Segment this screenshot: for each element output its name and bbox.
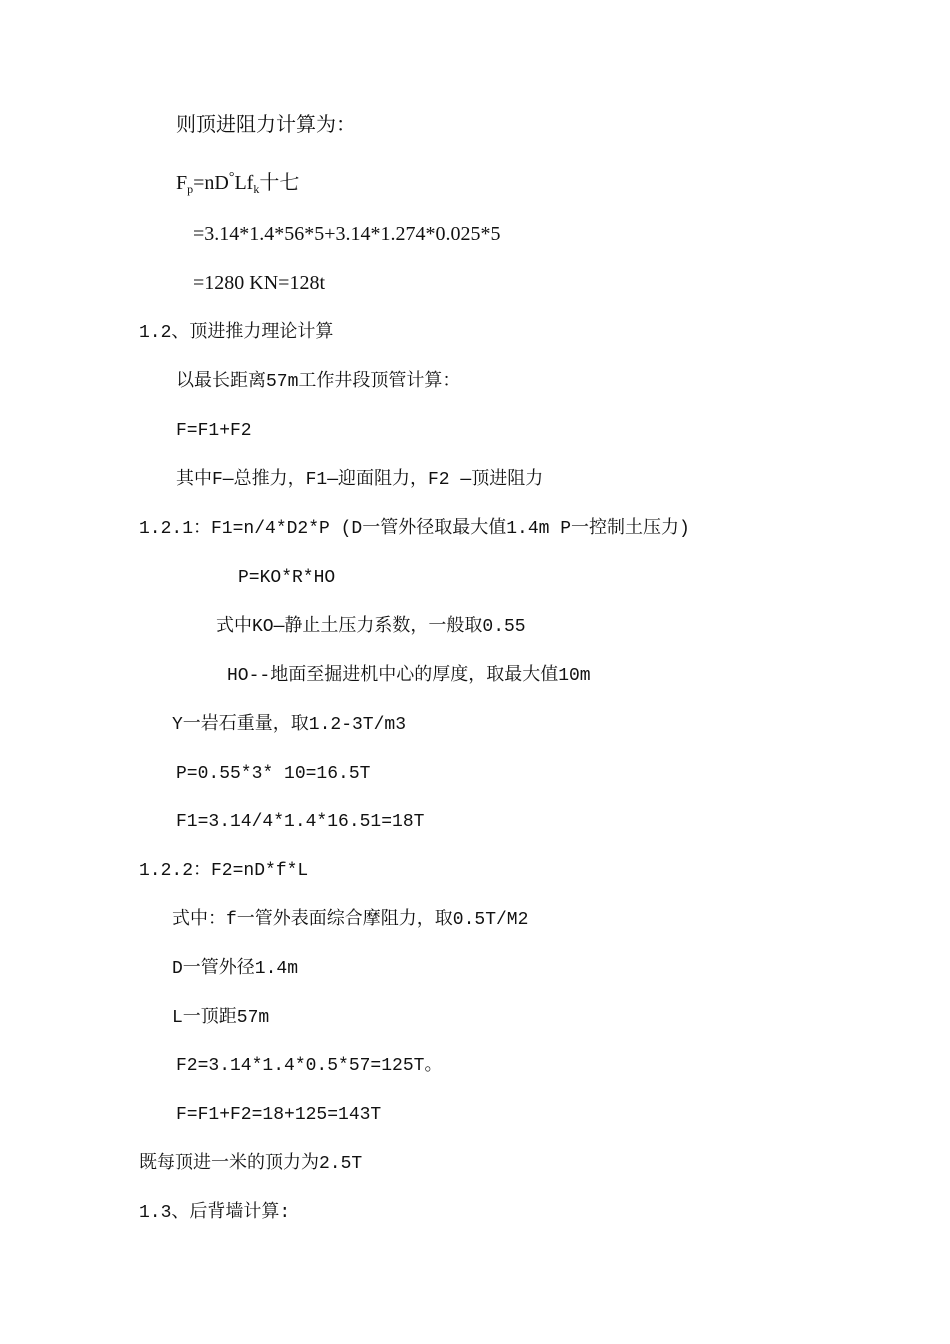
text-line: F=F1+F2=18+125=143T xyxy=(176,1105,382,1125)
text-line: 式中：f一管外表面综合摩阻力，取0.5T/M2 xyxy=(172,910,529,930)
intro-line: 则顶进阻力计算为： xyxy=(176,114,356,136)
section-1-3-heading: 1.3、后背墙计算: xyxy=(139,1203,291,1223)
text-line: HO--地面至掘进机中心的厚度，取最大值10m xyxy=(227,666,591,686)
text-line: P=KO*R*HO xyxy=(238,568,336,588)
formula-tail: 十七 xyxy=(259,172,300,194)
text-line: L一顶距57m xyxy=(172,1008,270,1028)
text-line: F1=3.14/4*1.4*16.51=18T xyxy=(176,812,425,832)
text-line: F=F1+F2 xyxy=(176,421,252,441)
formula-nd: =nD xyxy=(193,172,229,194)
text-line: Y一岩石重量，取1.2-3T/m3 xyxy=(172,715,407,735)
text-line: 以最长距离57m工作井段顶管计算： xyxy=(176,372,461,392)
section-1-2-heading: 1.2、顶进推力理论计算 xyxy=(139,323,334,343)
formula-k-subscript: k xyxy=(253,182,260,196)
text-line: 其中F—总推力，F1—迎面阻力，F2 —顶进阻力 xyxy=(176,470,544,490)
text-line: 式中KO—静止土压力系数，一般取0.55 xyxy=(216,617,526,637)
text-line: 既每顶进一米的顶力为2.5T xyxy=(139,1154,363,1174)
formula-circle: ° xyxy=(228,170,235,185)
calc-line-2: =1280 KN=128t xyxy=(193,272,326,294)
section-1-2-1-heading: 1.2.1：F1=n/4*D2*P (D一管外径取最大值1.4m P一控制土压力) xyxy=(139,519,690,539)
formula-f: F xyxy=(176,172,188,194)
calc-line-1: =3.14*1.4*56*5+3.14*1.274*0.025*5 xyxy=(193,223,501,245)
formula-p-subscript: p xyxy=(187,182,194,196)
text-line: D一管外径1.4m xyxy=(172,959,299,979)
section-1-2-2-heading: 1.2.2：F2=nD*f*L xyxy=(139,861,309,881)
text-line: P=0.55*3* 10=16.5T xyxy=(176,764,371,784)
formula-lf: Lf xyxy=(234,172,254,194)
text-line: F2=3.14*1.4*0.5*57=125T。 xyxy=(176,1056,443,1076)
formula-fp xyxy=(176,166,299,201)
